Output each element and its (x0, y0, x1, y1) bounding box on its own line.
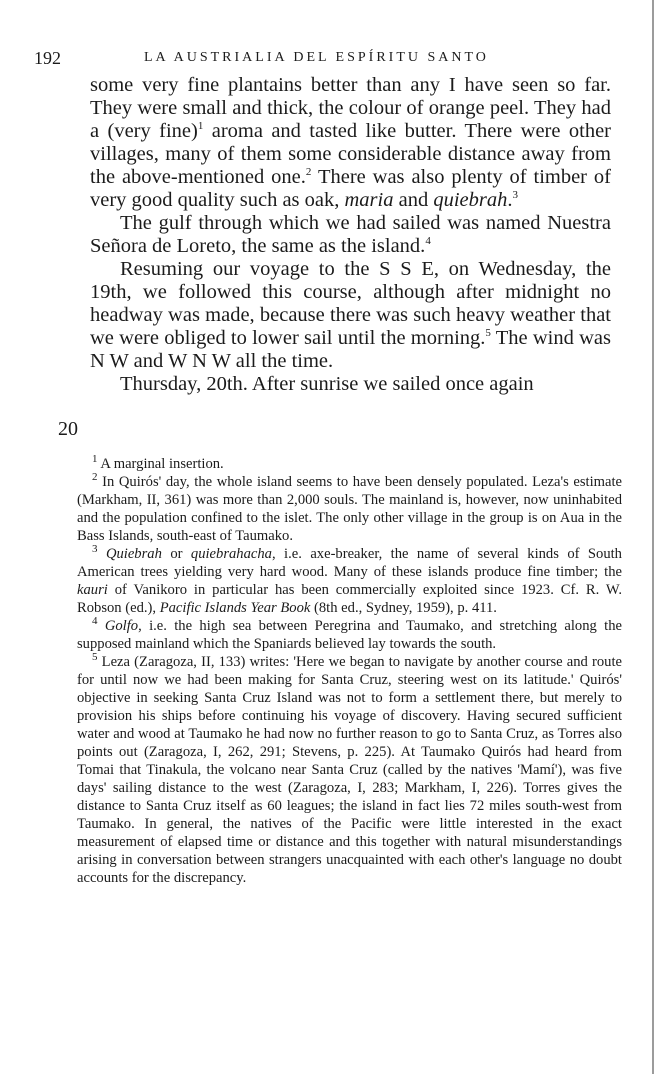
page-number: 192 (34, 48, 61, 68)
paragraph-voyage: Resuming our voyage to the S S E, on Wednesday, the 19th, we followed this course, although after midnight no headway was made, because there was such heavy weather that we were obliged to lower sail until the morning.$^5$ The wind was N W and W N W all the time. (90, 258, 611, 372)
footnote-5: $^5$ Leza (Zaragoza, II, 133) writes: 'Here we began to navigate by another course and route for until now we had been making for Santa Cruz, steering west on its latitude.' Quirós' objective in seeking Santa Cruz Island was not to form a settlement there, but merely to provision his ships before continuing his voyage of discovery. Having secured sufficient water and wood at Taumako he had now no further reason to go to Santa Cruz, as Torres also points out (Zaragoza, I, 262, 291; Stevens, p. 225). At Taumako Quirós had heard from Tomai that Tinakula, the volcano near Santa Cruz (called by the natives 'Mamí'), was five days' sailing distance to the west (Zaragoza, I, 283; Markham, I, 226). Torres gives the distance to Santa Cruz itself as 60 leagues; the island in fact lies 72 miles south-west from Taumako. In general, the natives of the Pacific were little interested in the exact measurement of elapsed time or distance and this together with natural misunderstandings arising in conversation between strangers unacquainted with each other's language no doubt accounts for the discrepancy. (77, 651, 622, 886)
paragraph-gulf: The gulf through which we had sailed was named Nuestra Señora de Loreto, the same as the island.$^4$ (90, 212, 611, 257)
footnote-ref-3: 3 (512, 189, 518, 202)
footnotes (77, 455, 622, 887)
page-header (34, 48, 634, 70)
footnote-ref-2: 2 (305, 166, 312, 179)
footnote-ref-5: 5 (485, 327, 491, 340)
term-quiebrah: quiebrah (433, 189, 508, 211)
main-text (90, 74, 611, 396)
paragraph-thursday: Thursday, 20th. After sunrise we sailed once again (120, 373, 534, 395)
footnote-ref-1: 1 (197, 120, 204, 133)
footnote-4: $^4$ Golfo, i.e. the high sea between Peregrina and Taumako, and stretching along the supposed mainland which the Spaniards believed lay towards the south. (77, 615, 622, 652)
footnote-3: $^3$ Quiebrah or quiebrahacha, i.e. axe-breaker, the name of several kinds of South American trees yielding very hard wood. Many of these islands produce fine timber; the kauri of Vanikoro in particular has been commercially exploited since 1923. Cf. R. W. Robson (ed.), Pacific Islands Year Book (8th ed., Sydney, 1959), p. 411. (77, 543, 622, 616)
footnote-1: $^1$ A marginal insertion. (92, 453, 224, 472)
paragraph-plantains: some very fine plantains better than any I have seen so far. They were small and thick, the colour of orange peel. They had a (very fine)$^1$ aroma and tasted like butter. There were other villages, many of them some considerable distance away from the above-mentioned one.$^2$ There was also plenty of timber of very good quality such as oak, maria and quiebrah.$^3$ (90, 74, 611, 211)
margin-date: 20 (58, 418, 78, 440)
running-title: LA AUSTRIALIA DEL ESPÍRITU SANTO (144, 50, 489, 65)
footnote-2: $^2$ In Quirós' day, the whole island seems to have been densely populated. Leza's estimate (Markham, II, 361) was more than 2,000 souls. The mainland is, however, now uninhabited and the population confined to the islet. The only other village in the group is on Aua in the Bass Islands, south-east of Taumako. (77, 471, 622, 544)
footnote-ref-4: 4 (425, 235, 431, 248)
scan-edge-line (652, 0, 654, 1074)
term-maria: maria (344, 189, 394, 211)
